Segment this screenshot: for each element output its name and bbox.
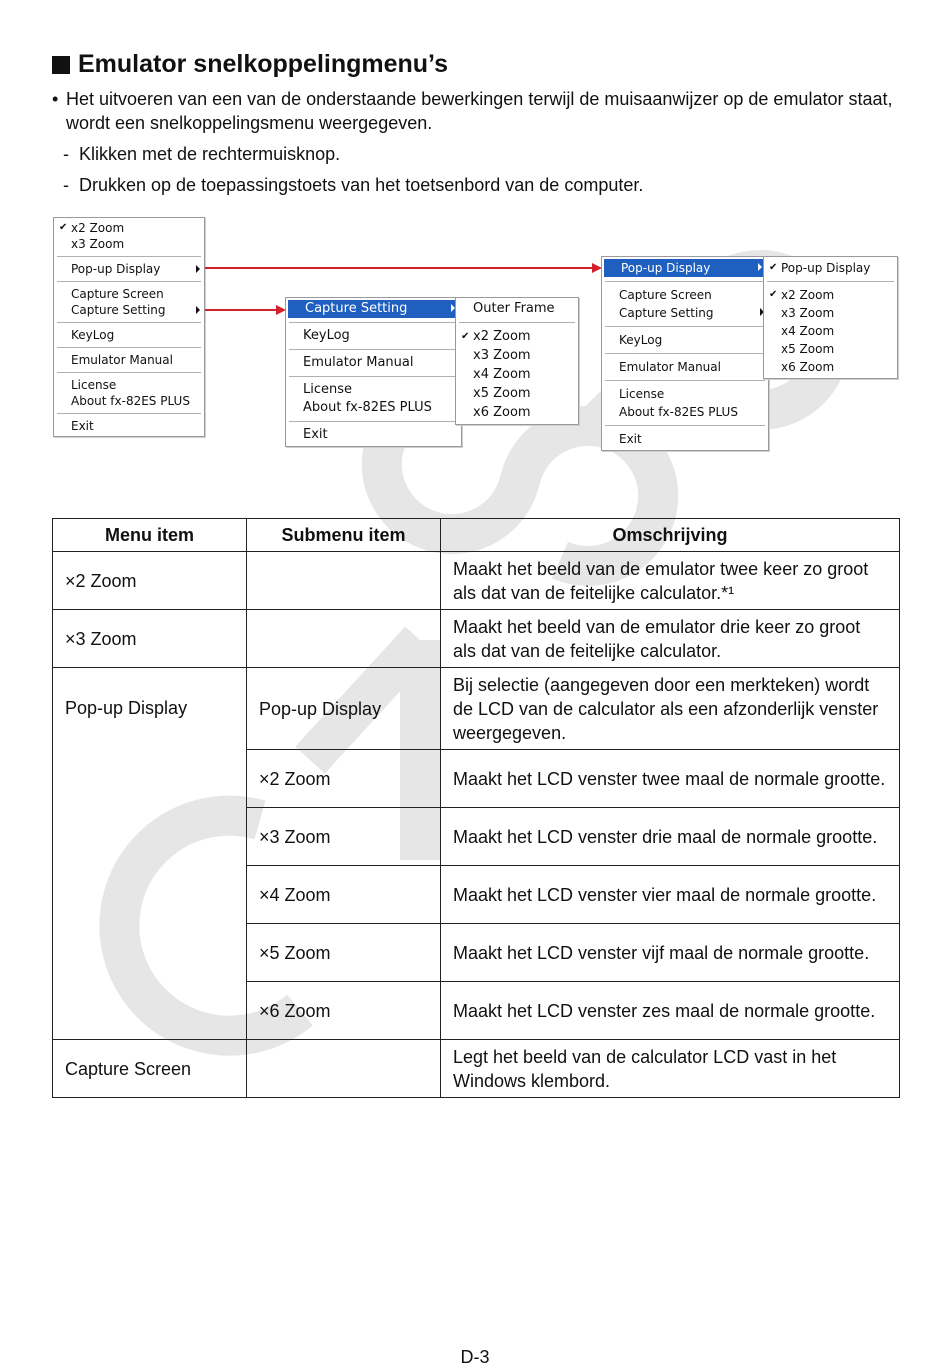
dash: -	[63, 175, 69, 195]
menu-item-label: Pop-up Display	[621, 261, 711, 275]
menu-item-label: x3 Zoom	[781, 306, 835, 320]
column-header: Menu item	[53, 519, 247, 552]
intro-item: Drukken op de toepassingstoets van het toetsenbord van de computer.	[79, 175, 644, 195]
menu-item-label: Capture Screen	[619, 288, 712, 302]
submenu-item-cell	[247, 610, 441, 668]
description-cell: Bij selectie (aangegeven door een merkteken) wordt de LCD van de calculator als een afzonderlijk venster weergegeven.	[441, 668, 900, 750]
submenu-item-cell: ×6 Zoom	[247, 982, 441, 1040]
menu-item-label: x4 Zoom	[473, 367, 531, 382]
submenu-item-cell: ×4 Zoom	[247, 866, 441, 924]
check-icon: ✔	[769, 289, 778, 300]
menu-item-label: About fx-82ES PLUS	[71, 394, 190, 408]
check-icon: ✔	[769, 262, 778, 273]
menu-item-label: Emulator Manual	[303, 355, 414, 370]
menu-item-text: Pop-up Display	[65, 698, 188, 718]
menu-items-table	[52, 518, 900, 1098]
menu-item-label: Capture Setting	[619, 306, 714, 320]
menu-item-cell: Capture Screen	[53, 1040, 247, 1098]
table-row	[53, 552, 900, 610]
submenu-item-cell	[247, 1040, 441, 1098]
heading-text: Emulator snelkoppelingmenu’s	[78, 50, 448, 78]
table-row	[53, 668, 900, 750]
description-cell: Legt het beeld van de calculator LCD vast in het Windows klembord.	[441, 1040, 900, 1098]
arrow-head-icon	[592, 263, 602, 273]
menu-item-label: Exit	[71, 419, 94, 433]
menu-item-label: Emulator Manual	[71, 353, 173, 367]
column-header: Omschrijving	[441, 519, 900, 552]
description-cell: Maakt het LCD venster zes maal de normale grootte.	[441, 982, 900, 1040]
check-icon: ✔	[59, 222, 68, 233]
submenu-item-cell: ×2 Zoom	[247, 750, 441, 808]
submenu-item-cell: ×3 Zoom	[247, 808, 441, 866]
table-row	[53, 1040, 900, 1098]
submenu-item-cell: ×5 Zoom	[247, 924, 441, 982]
menu-item-label: Pop-up Display	[71, 262, 161, 276]
menu-item-label: Exit	[303, 427, 328, 442]
menu-item-label: x6 Zoom	[781, 360, 835, 374]
menu-item-label: Outer Frame	[473, 301, 555, 316]
menu-item-label: KeyLog	[71, 328, 115, 342]
menu-item-cell	[53, 668, 247, 1040]
menu-item-label: About fx-82ES PLUS	[303, 400, 432, 415]
menu-item-cell: ×2 Zoom	[53, 552, 247, 610]
table-row	[53, 610, 900, 668]
bullet-icon: •	[52, 89, 59, 109]
menu-item-label: Pop-up Display	[781, 261, 871, 275]
menu-item-label: x2 Zoom	[71, 221, 125, 235]
description-cell: Maakt het beeld van de emulator drie keer zo groot als dat van de feitelijke calculator.	[441, 610, 900, 668]
description-cell: Maakt het beeld van de emulator twee keer zo groot als dat van de feitelijke calculator.*¹	[441, 552, 900, 610]
intro-paragraph: Het uitvoeren van een van de onderstaande bewerkingen terwijl de muisaanwijzer op de emulator staat, wordt een snelkoppelingsmenu weergegeven.	[66, 89, 893, 133]
arrow-head-icon	[276, 305, 286, 315]
menu-item-label: About fx-82ES PLUS	[619, 405, 738, 419]
submenu-item-cell: Pop-up Display	[247, 668, 441, 750]
menu-item-label: Exit	[619, 432, 642, 446]
menu-item-label: x5 Zoom	[781, 342, 835, 356]
connector-arrows	[0, 0, 950, 500]
menu-item-label: x5 Zoom	[473, 386, 531, 401]
submenu-item-cell	[247, 552, 441, 610]
menu-item-cell: ×3 Zoom	[53, 610, 247, 668]
menu-item-label: x3 Zoom	[71, 237, 125, 251]
description-cell: Maakt het LCD venster vijf maal de normale grootte.	[441, 924, 900, 982]
description-cell: Maakt het LCD venster twee maal de normale grootte.	[441, 750, 900, 808]
menu-item-label: x6 Zoom	[473, 405, 531, 420]
menu-item-label: License	[619, 387, 665, 401]
menu-item-label: Capture Setting	[305, 301, 408, 316]
check-icon: ✔	[461, 331, 470, 342]
column-header: Submenu item	[247, 519, 441, 552]
description-cell: Maakt het LCD venster drie maal de normale grootte.	[441, 808, 900, 866]
menu-item-label: x2 Zoom	[473, 329, 531, 344]
menu-item-label: KeyLog	[303, 328, 350, 343]
page-number: D-3	[460, 1347, 490, 1367]
description-cell: Maakt het LCD venster vier maal de normale grootte.	[441, 866, 900, 924]
menu-item-label: x2 Zoom	[781, 288, 835, 302]
menu-item-label: Emulator Manual	[619, 360, 721, 374]
menu-item-label: License	[71, 378, 117, 392]
table-header-row	[53, 519, 900, 552]
dash: -	[63, 144, 69, 164]
menu-item-label: Capture Setting	[71, 303, 166, 317]
menu-item-label: x4 Zoom	[781, 324, 835, 338]
menu-item-label: Capture Screen	[71, 287, 164, 301]
menu-item-label: KeyLog	[619, 333, 663, 347]
intro-item: Klikken met de rechtermuisknop.	[79, 144, 341, 164]
menu-item-label: x3 Zoom	[473, 348, 531, 363]
menu-item-label: License	[303, 382, 353, 397]
